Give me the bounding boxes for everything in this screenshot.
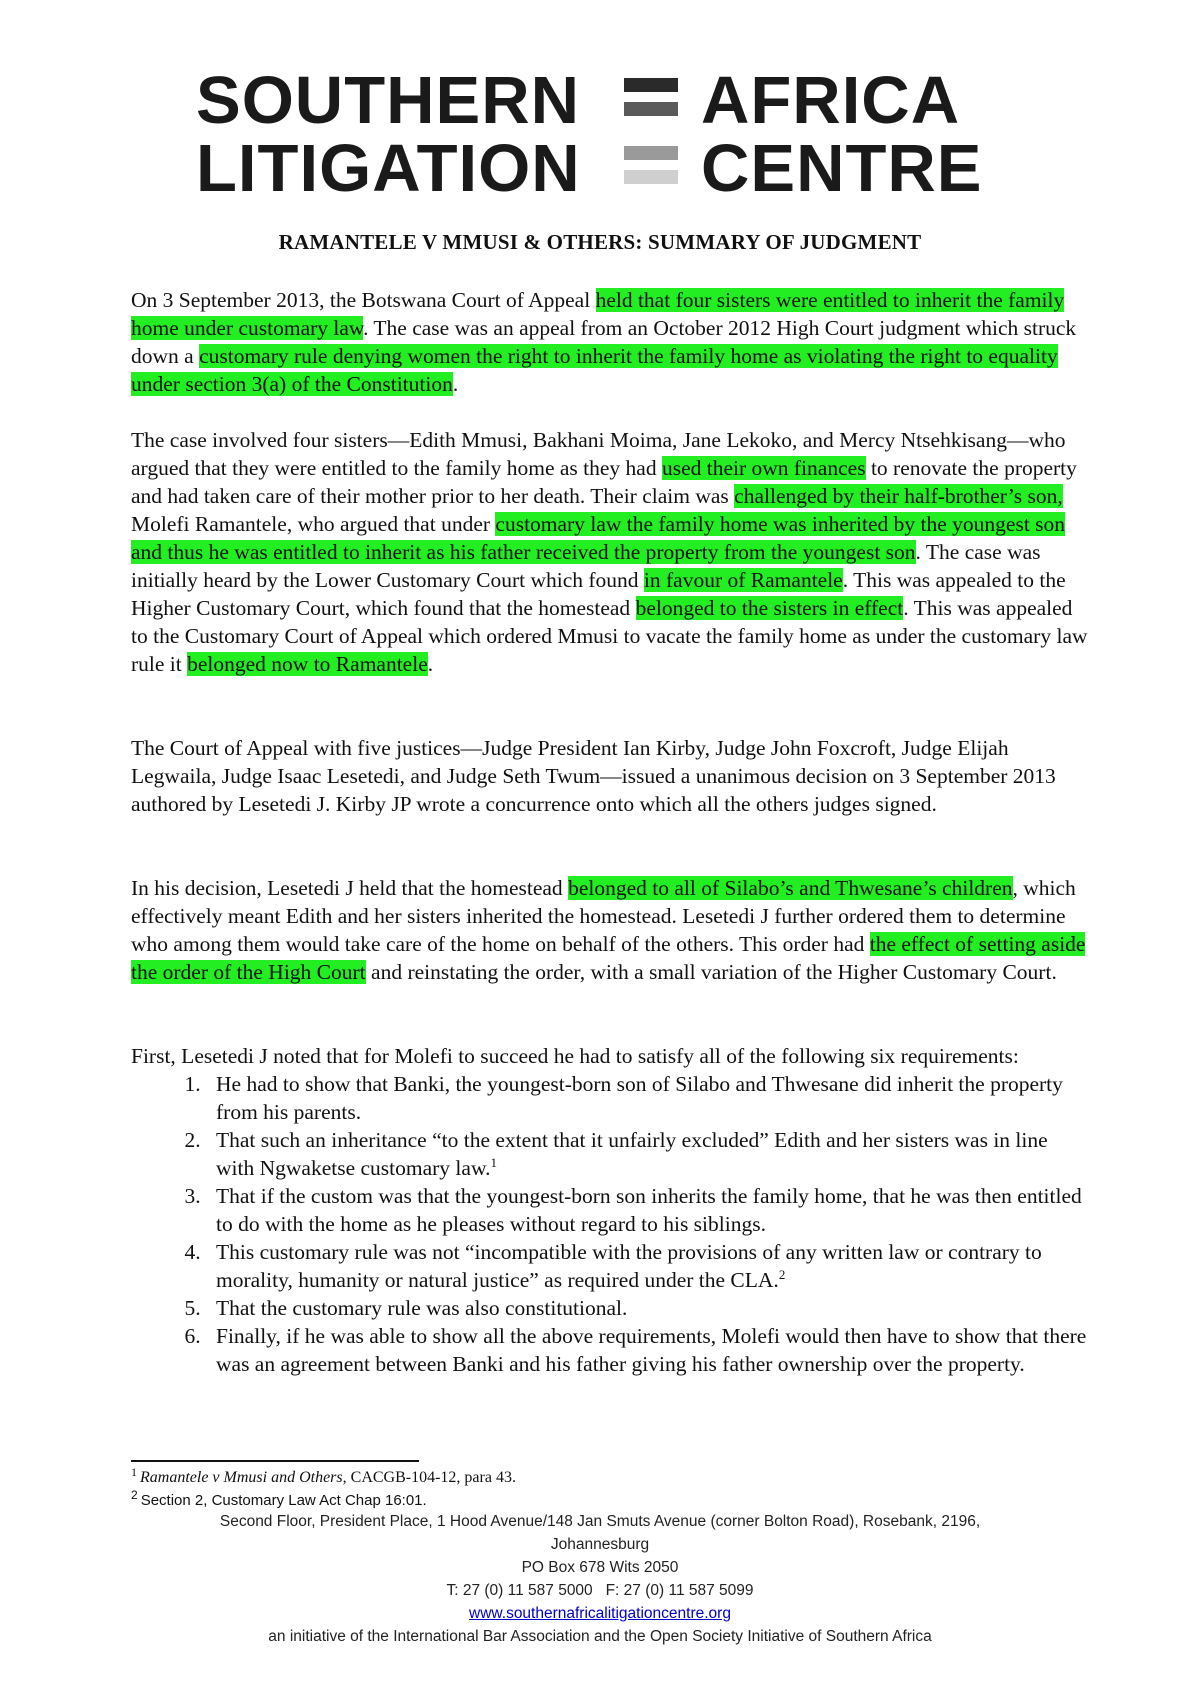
p2-highlight-2: challenged by their half-brother’s son,	[734, 484, 1063, 508]
list-item	[206, 1238, 1091, 1294]
p1-text-2: . The case was an appeal from an October 2012 High Court judgment which struck down a	[131, 316, 1077, 368]
website-link[interactable]: www.southernafricalitigationcentre.org	[469, 1605, 731, 1622]
address-line-1: Second Floor, President Place, 1 Hood Avenue/148 Jan Smuts Avenue (corner Bolton Road), Rosebank, 2196,	[219, 1513, 981, 1530]
paragraph-1	[131, 286, 1091, 398]
p3-text: The Court of Appeal with five justices—Judge President Ian Kirby, Judge John Foxcroft, Judge Elijah Legwaila, Judge Isaac Lesetedi, and Judge Seth Twum—issued a unanimous decision on 3 September 2013 authored by Lesetedi J. Kirby JP wrote a concurrence onto which all the others judges signed.	[131, 736, 1056, 816]
p4-highlight-2: the effect of setting aside the order of the High Court	[131, 932, 1086, 984]
p2-highlight-4: in favour of Ramantele	[643, 568, 843, 592]
paragraph-5	[131, 1042, 1091, 1378]
requirement-text-4: This customary rule was not “incompatible with the provisions of any written law or contrary to morality, humanity or natural justice” as required under the CLA.	[216, 1240, 1042, 1292]
p2-text-3: Molefi Ramantele, who argued that under	[131, 512, 496, 536]
logo-word-southern: SOUTHERN	[196, 63, 580, 138]
footnote-2	[131, 1489, 1091, 1512]
list-item	[206, 1070, 1091, 1126]
p1-text-3: .	[452, 372, 459, 396]
p4-text-2: , which effectively meant Edith and her sisters inherited the homestead. Lesetedi J further ordered them to determine who among them would take care of the home on behalf of the others. This order had	[131, 876, 1076, 956]
p5-text: First, Lesetedi J noted that for Molefi to succeed he had to satisfy all of the following six requirements:	[131, 1044, 1019, 1068]
requirement-text-2: That such an inheritance “to the extent that it unfairly excluded” Edith and her sisters was in line with Ngwaketse customary law.	[216, 1128, 1048, 1180]
requirement-text-5: That the customary rule was also constitutional.	[216, 1296, 628, 1320]
p2-text-4: . The case was initially heard by the Lower Customary Court which found	[131, 540, 1041, 592]
document-title: RAMANTELE V MMUSI & OTHERS: SUMMARY OF JUDGMENT	[278, 230, 922, 254]
footnote-ref-1[interactable]: 1	[490, 1154, 497, 1170]
footnotes	[131, 1466, 1091, 1512]
footnote-2-text: Section 2, Customary Law Act Chap 16:01.	[140, 1492, 427, 1509]
footnote-1-number: 1	[131, 1464, 137, 1479]
p1-highlight-1: held that four sisters were entitled to inherit the family home under customary law	[131, 288, 1065, 340]
logo-bar-2	[624, 102, 678, 116]
p2-text-6: . This was appealed to the Customary Court of Appeal which ordered Mmusi to vacate the family home as under the customary law rule it	[131, 596, 1088, 676]
list-item	[206, 1322, 1091, 1378]
paragraph-3	[131, 734, 1091, 818]
address-phone-fax: T: 27 (0) 11 587 5000 F: 27 (0) 11 587 5099	[446, 1582, 754, 1599]
requirement-text-3: That if the custom was that the youngest-born son inherits the family home, that he was then entitled to do with the home as he pleases without regard to his siblings.	[216, 1184, 1082, 1236]
p4-highlight-1: belonged to all of Silabo’s and Thwesane’s children	[568, 876, 1013, 900]
organization-logo	[196, 63, 1016, 206]
logo-word-africa: AFRICA	[701, 63, 961, 138]
logo-bar-3	[624, 146, 678, 160]
logo-word-litigation: LITIGATION	[196, 131, 581, 206]
footnote-ref-2[interactable]: 2	[778, 1266, 786, 1282]
requirement-text-1: He had to show that Banki, the youngest-born son of Silabo and Thwesane did inherit the property from his parents.	[216, 1072, 1063, 1124]
p2-highlight-5: belonged to the sisters in effect	[635, 596, 904, 620]
paragraph-2	[131, 426, 1091, 678]
p2-text-7: .	[427, 652, 434, 676]
address-po-box: PO Box 678 Wits 2050	[521, 1559, 679, 1576]
p4-text-3: and reinstating the order, with a small variation of the Higher Customary Court.	[365, 960, 1057, 984]
logo-bar-1	[624, 78, 678, 92]
p2-highlight-1: used their own finances	[661, 456, 866, 480]
footnote-2-number: 2	[131, 1488, 138, 1502]
p2-text-2: to renovate the property and had taken care of their mother prior to her death. Their claim was	[131, 456, 1077, 508]
footnote-1-text: , CACGB-104-12, para 43.	[342, 1469, 516, 1486]
address-line-2: Johannesburg	[550, 1536, 650, 1553]
website-line	[150, 1602, 1050, 1625]
p4-text-1: In his decision, Lesetedi J held that the homestead	[131, 876, 569, 900]
footnote-1	[131, 1466, 1091, 1489]
p2-text-5: . This was appealed to the Higher Customary Court, which found that the homestead	[131, 568, 1066, 620]
p2-highlight-3: customary law the family home was inherited by the youngest son and thus he was entitled to inherit as his father received the property from the youngest son	[131, 512, 1066, 564]
requirement-text-6: Finally, if he was able to show all the above requirements, Molefi would then have to show that there was an agreement between Banki and his father giving his father ownership over the property.	[216, 1324, 1087, 1376]
p1-highlight-2: customary rule denying women the right to inherit the family home as violating the right to equality under section 3(a) of the Constitution	[131, 344, 1058, 396]
footnote-separator	[131, 1460, 419, 1462]
address-footer	[150, 1510, 1050, 1648]
p2-text-1: The case involved four sisters—Edith Mmusi, Bakhani Moima, Jane Lekoko, and Mercy Ntsehkisang—who argued that they were entitled to the family home as they had	[131, 428, 1066, 480]
footnote-1-case-name: Ramantele v Mmusi and Others	[140, 1469, 343, 1486]
initiative-line: an initiative of the International Bar Association and the Open Society Initiative of Southern Africa	[268, 1628, 932, 1645]
list-item	[206, 1182, 1091, 1238]
list-item	[206, 1126, 1091, 1182]
paragraph-4	[131, 874, 1091, 986]
p1-text-1: On 3 September 2013, the Botswana Court of Appeal	[131, 288, 596, 312]
logo-bar-4	[624, 170, 678, 184]
p2-highlight-6: belonged now to Ramantele	[187, 652, 428, 676]
logo-word-centre: CENTRE	[701, 131, 983, 206]
list-item	[206, 1294, 1091, 1322]
requirements-list	[131, 1070, 1091, 1378]
